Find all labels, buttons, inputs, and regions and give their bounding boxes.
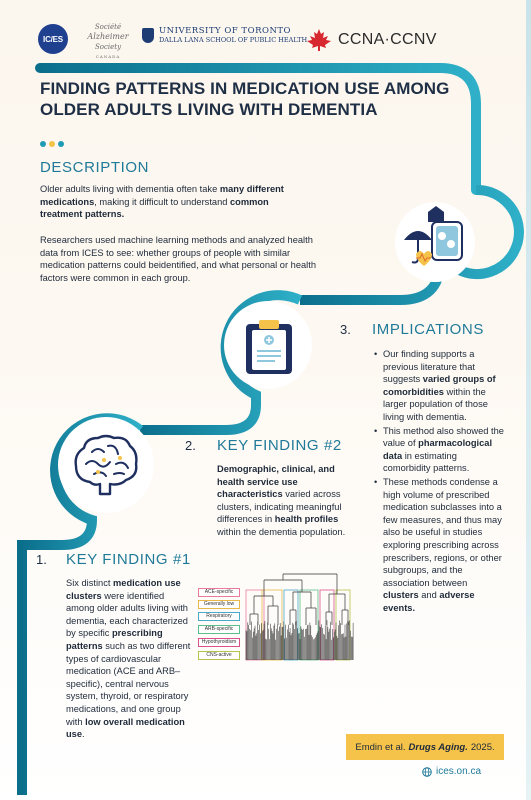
imp-text: These methods condense a high volume of prescribed medication subclasses into a few measures, and thus may also be useful in studies exploring prescribing across prescribers, regions, or other subgroups, and the association between xyxy=(383,476,502,588)
desc-text: , making it difficult to understand xyxy=(94,196,230,207)
cluster-label-arb: ARB-specific xyxy=(198,625,240,634)
uoft-shield-icon xyxy=(142,28,154,43)
dot-2 xyxy=(49,141,55,147)
cluster-label-respiratory: Respiratory xyxy=(198,612,240,621)
citation-journal: Drugs Aging. xyxy=(408,741,468,753)
ices-logo: IC/ES xyxy=(38,24,68,54)
imp-text: and xyxy=(418,590,440,601)
clipboard-icon xyxy=(242,318,296,376)
alz-line-2: Alzheimer xyxy=(87,32,129,41)
list-item xyxy=(374,476,504,615)
alz-line-3: Society xyxy=(94,43,122,51)
key-finding-1-number: 1. xyxy=(36,552,47,567)
decorative-dots xyxy=(40,141,64,147)
key-finding-1-heading: KEY FINDING #1 xyxy=(66,551,191,568)
uoft-logo xyxy=(142,26,307,44)
imp-text: Our finding supports a previous literature that suggests xyxy=(383,349,475,385)
imp-bold: pharmacological data xyxy=(383,438,493,461)
kf1-text: were identified among older adults living with dementia, each characterized by specific xyxy=(66,590,188,639)
footer-url-text[interactable]: ices.on.ca xyxy=(436,766,482,777)
cluster-dendrogram xyxy=(198,570,358,664)
kf2-text: varied across clusters, indicating meaningful differences in xyxy=(217,489,342,525)
description-paragraph-1 xyxy=(40,183,290,221)
cluster-label-hypothyroidism: Hypothyroidism xyxy=(198,638,240,647)
key-finding-2-number: 2. xyxy=(185,438,196,453)
description-paragraph-2: Researchers used machine learning methods and analyzed health data from ICES to see: whether groups of people with similar medication patterns could beidentified, and what personal or health factors were common in each group. xyxy=(40,235,316,283)
ccna-logo xyxy=(306,28,437,52)
dendrogram-lines xyxy=(244,570,356,662)
dot-3 xyxy=(58,141,64,147)
citation-year: 2025. xyxy=(470,741,495,753)
imp-text: This method also showed the value of xyxy=(383,425,504,449)
cluster-label-cns: CNS-active xyxy=(198,651,240,660)
cluster-label-generally-low: Generally low xyxy=(198,600,240,609)
kf1-text: such as two different types of cardiovascular medication (ACE and ARB–specific), central nervous system, thyroid, or respiratory medications, and one group with xyxy=(66,640,191,727)
imp-bold: varied groups of comorbidities xyxy=(383,374,496,397)
alzheimer-society-logo xyxy=(86,22,130,62)
citation-box xyxy=(346,734,504,760)
alz-line-4: CANADA xyxy=(95,54,121,59)
right-edge-bar xyxy=(526,0,531,800)
kf2-text: within the dementia population. xyxy=(217,526,346,537)
desc-bold: many different medications xyxy=(40,184,284,207)
page-title: FINDING PATTERNS IN MEDICATION USE AMONG OLDER ADULTS LIVING WITH DEMENTIA xyxy=(40,79,450,119)
globe-icon xyxy=(422,767,432,777)
list-item xyxy=(374,425,504,475)
footer-link[interactable] xyxy=(422,766,481,777)
cluster-label-ace: ACE-specific xyxy=(198,588,240,597)
implications-list xyxy=(374,348,504,615)
key-finding-2-text xyxy=(217,463,357,539)
alz-line-1: Société xyxy=(94,23,122,31)
brain-icon xyxy=(70,432,142,500)
uoft-line-1: UNIVERSITY OF TORONTO xyxy=(159,26,292,36)
desc-bold: common treatment patterns. xyxy=(40,196,269,220)
kf1-bold: low overall medication use xyxy=(66,716,185,740)
kf1-bold: prescribing patterns xyxy=(66,628,163,651)
implications-heading: IMPLICATIONS xyxy=(372,321,484,338)
citation-author: Emdin et al. xyxy=(355,741,406,753)
maple-leaf-icon xyxy=(306,28,332,52)
imp-bold: adverse events. xyxy=(383,590,475,613)
imp-text: in estimating comorbidity patterns. xyxy=(383,450,470,474)
kf2-bold: health profiles xyxy=(274,514,339,525)
kf1-text: Six distinct xyxy=(66,578,114,588)
dot-1 xyxy=(40,141,46,147)
key-finding-1-text xyxy=(66,577,194,741)
list-item xyxy=(374,348,504,424)
implications-number: 3. xyxy=(340,322,351,337)
healthcare-umbrella-icon xyxy=(398,204,472,278)
ccna-text: CCNA·CCNV xyxy=(338,31,437,48)
kf1-bold: medication use clusters xyxy=(66,578,181,601)
imp-text: within the larger population of those living with dementia. xyxy=(383,386,488,422)
kf2-bold: Demographic, clinical, and health service use characteristics xyxy=(217,464,335,500)
imp-bold: clusters xyxy=(383,590,419,601)
uoft-line-2: DALLA LANA SCHOOL OF PUBLIC HEALTH xyxy=(159,36,308,44)
key-finding-2-heading: KEY FINDING #2 xyxy=(217,437,342,454)
desc-text: Older adults living with dementia often take xyxy=(40,184,220,194)
kf1-text: . xyxy=(82,729,85,740)
description-heading: DESCRIPTION xyxy=(40,159,150,176)
